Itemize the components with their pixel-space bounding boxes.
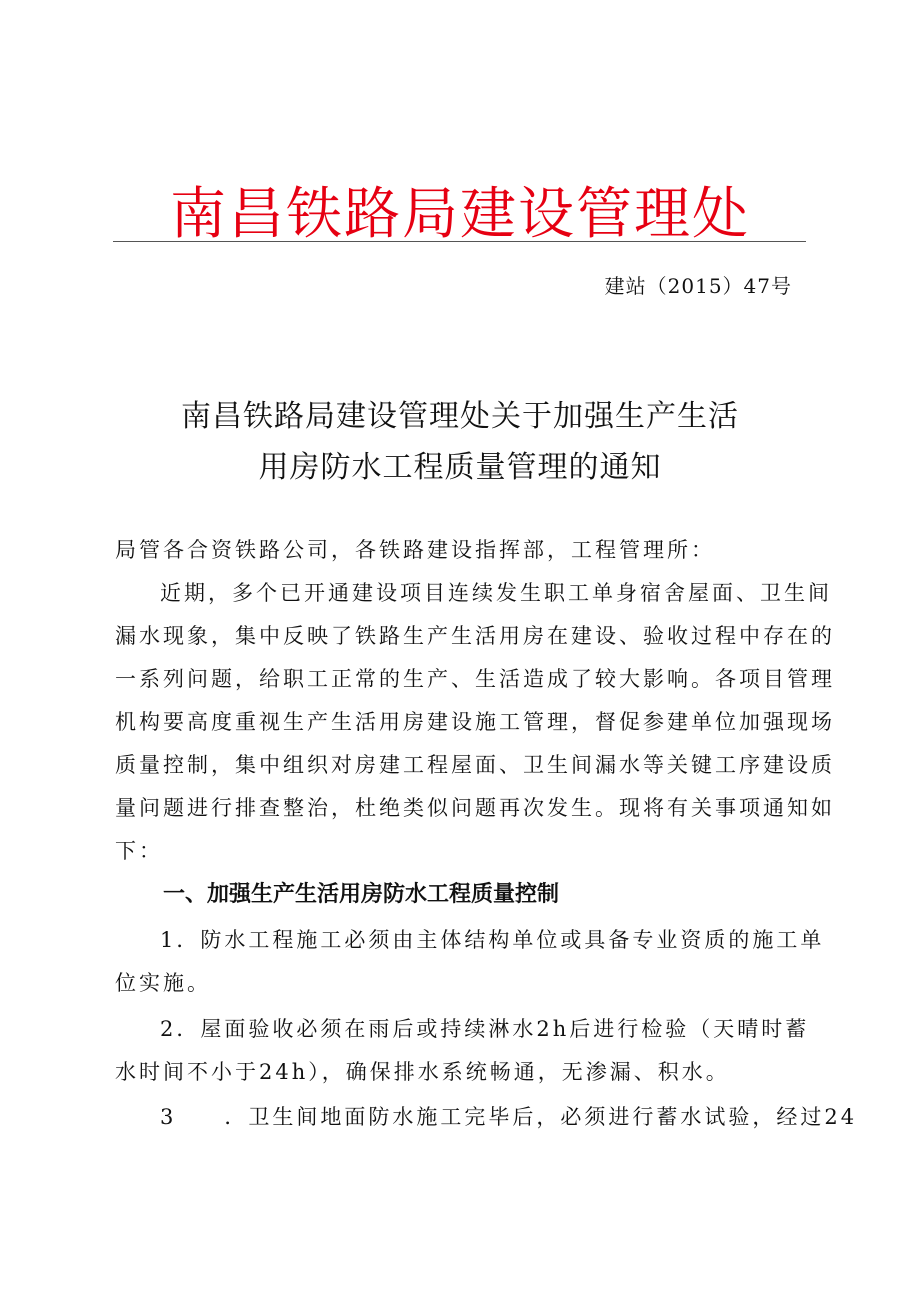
document-number: 建站（2015）47号 bbox=[604, 274, 792, 298]
list-item-line: 水时间不小于24h），确保排水系统畅通，无渗漏、积水。 bbox=[115, 1060, 730, 1084]
paragraph-line: 量问题进行排查整治，杜绝类似问题再次发生。现将有关事项通知如 bbox=[115, 796, 835, 820]
notice-title-line-2: 用房防水工程质量管理的通知 bbox=[258, 450, 662, 485]
paragraph-line: 机构要高度重视生产生活用房建设施工管理，督促参建单位加强现场 bbox=[115, 710, 835, 734]
paragraph-line: 一系列问题，给职工正常的生产、生活造成了较大影响。各项目管理 bbox=[115, 667, 835, 691]
paragraph-line: 近期，多个已开通建设项目连续发生职工单身宿舍屋面、卫生间 bbox=[160, 581, 832, 605]
organization-header-title: 南昌铁路局建设管理处 bbox=[170, 182, 750, 247]
paragraph-line: 漏水现象，集中反映了铁路生产生活用房在建设、验收过程中存在的 bbox=[115, 624, 835, 648]
header-divider bbox=[113, 241, 806, 242]
list-item-line: 3 ．卫生间地面防水施工完毕后，必须进行蓄水试验，经过24 bbox=[160, 1105, 858, 1129]
list-item-line: 位实施。 bbox=[115, 971, 211, 995]
paragraph-line: 下： bbox=[115, 839, 163, 863]
addressee-line: 局管各合资铁路公司，各铁路建设指挥部，工程管理所： bbox=[115, 538, 715, 562]
list-item-line: 1．防水工程施工必须由主体结构单位或具备专业资质的施工单 bbox=[160, 928, 825, 952]
list-item-line: 2．屋面验收必须在雨后或持续淋水2h后进行检验（天晴时蓄 bbox=[160, 1017, 810, 1041]
paragraph-line: 质量控制，集中组织对房建工程屋面、卫生间漏水等关键工序建设质 bbox=[115, 753, 835, 777]
section-heading: 一、加强生产生活用房防水工程质量控制 bbox=[163, 882, 560, 907]
notice-title-line-1: 南昌铁路局建设管理处关于加强生产生活 bbox=[181, 399, 739, 434]
